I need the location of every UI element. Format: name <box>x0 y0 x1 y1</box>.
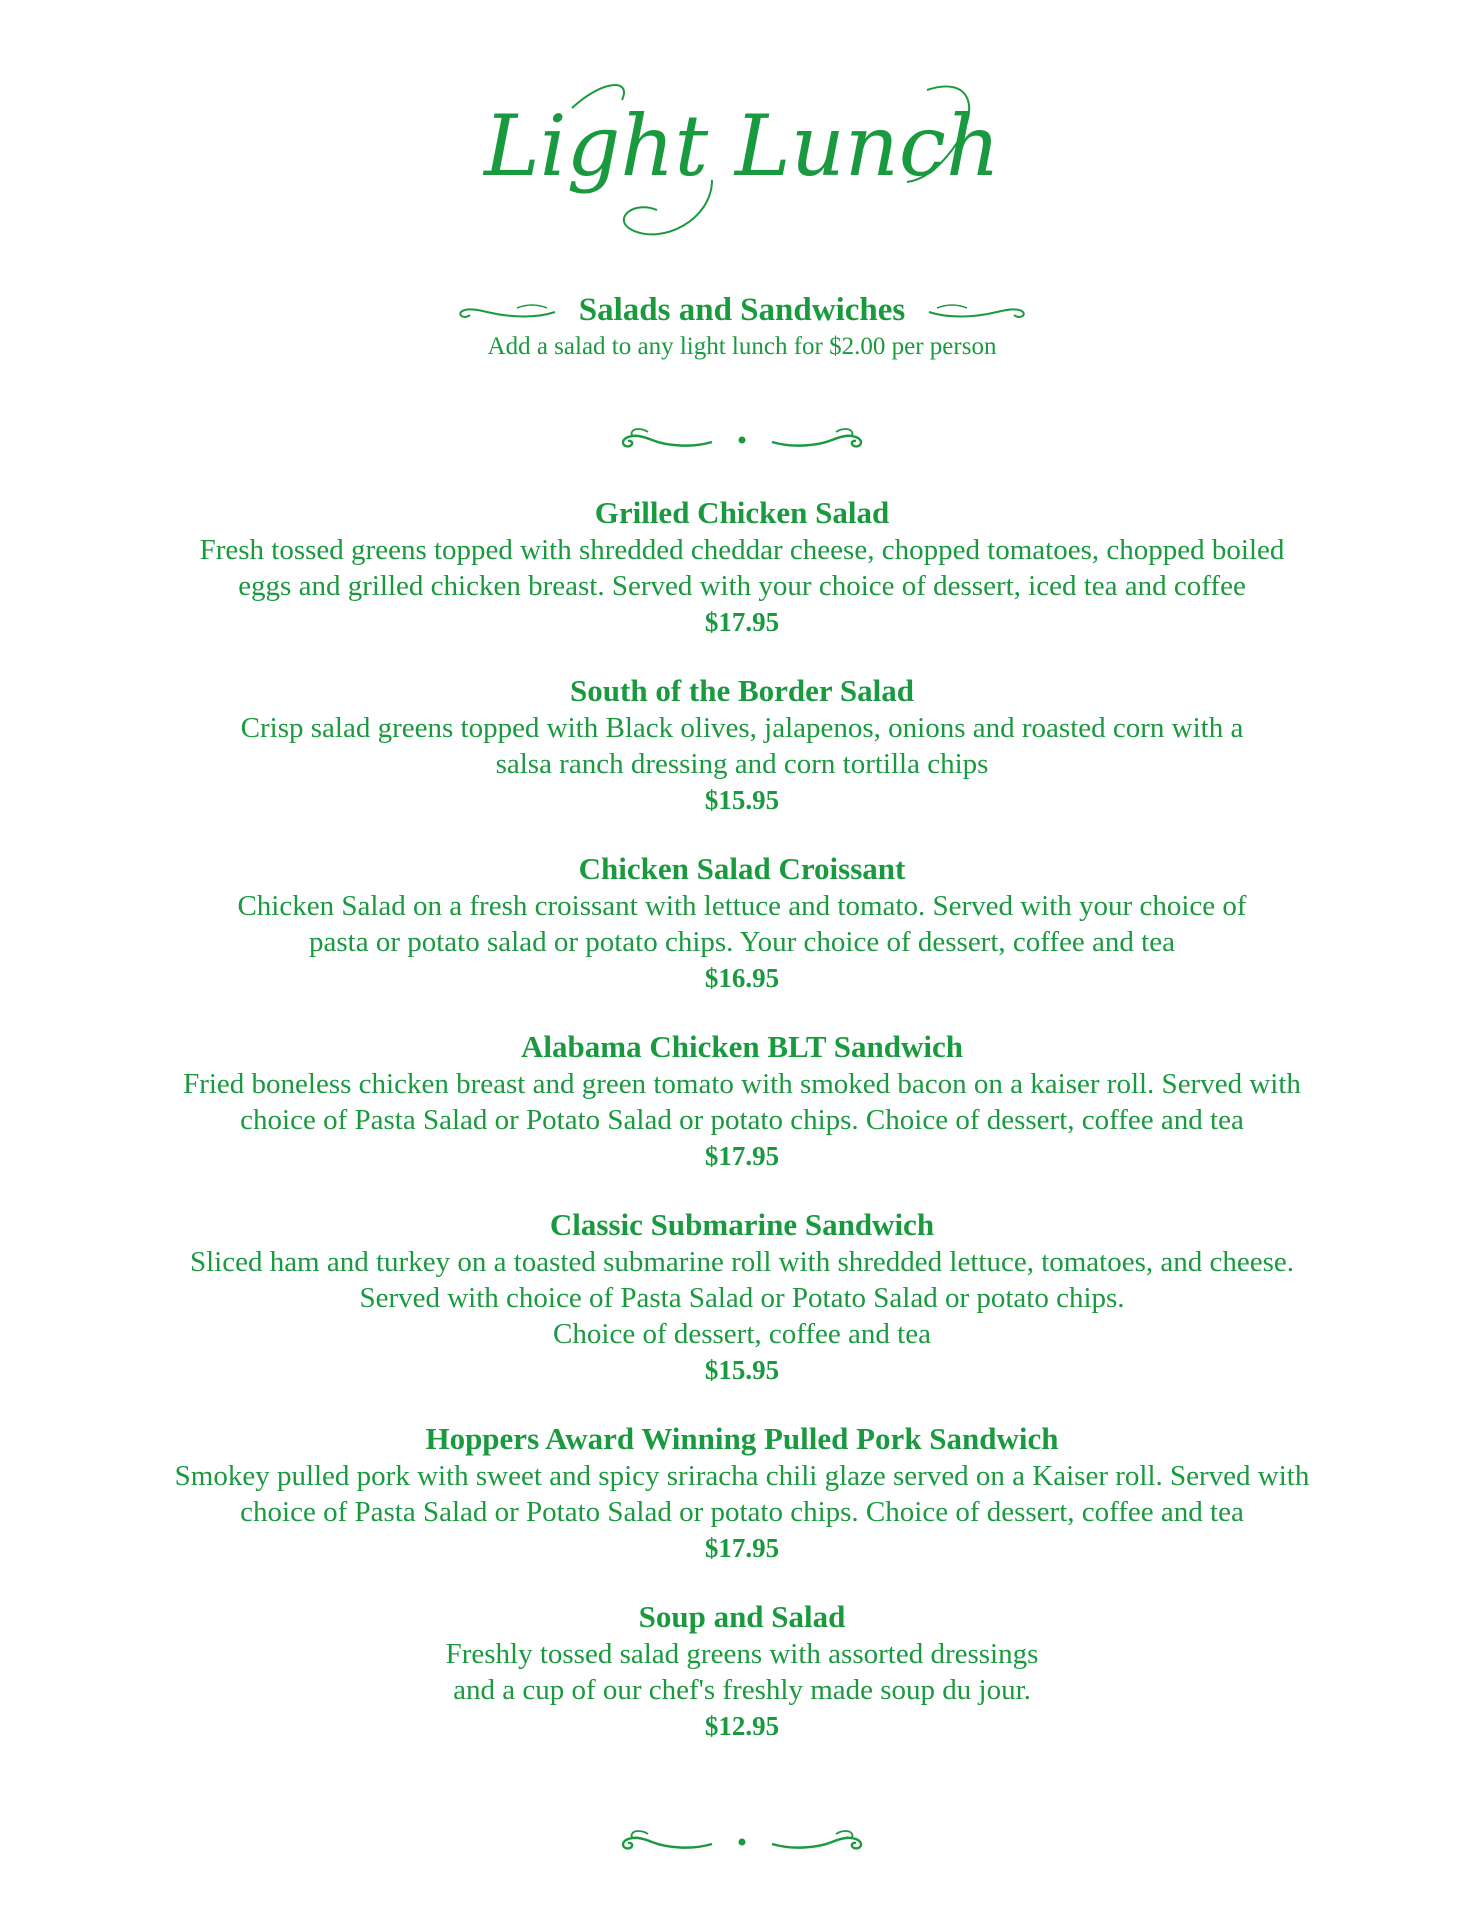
item-price: $16.95 <box>704 963 780 993</box>
item-description-line: Sliced ham and turkey on a toasted submarine roll with shredded lettuce, tomatoes, and cheese. <box>189 1246 1295 1278</box>
item-description <box>60 1066 1424 1138</box>
item-description-line: choice of Pasta Salad or Potato Salad or potato chips. Choice of dessert, coffee and tea <box>240 1496 1244 1528</box>
item-name: South of the Border Salad <box>570 673 914 708</box>
title-script <box>482 70 1002 250</box>
item-description <box>60 888 1424 960</box>
item-description <box>60 1458 1424 1530</box>
item-description-line: Fried boneless chicken breast and green tomato with smoked bacon on a kaiser roll. Served with <box>183 1068 1301 1100</box>
menu-item <box>60 494 1424 640</box>
item-price: $17.95 <box>704 607 780 637</box>
item-name: Alabama Chicken BLT Sandwich <box>521 1029 963 1064</box>
title-text: Light Lunch <box>483 97 1001 195</box>
item-name: Classic Submarine Sandwich <box>549 1207 935 1242</box>
item-price: $17.95 <box>704 1141 780 1171</box>
item-description-line: salsa ranch dressing and corn tortilla chips <box>495 748 989 780</box>
item-price: $15.95 <box>704 1355 780 1385</box>
item-description <box>60 532 1424 604</box>
menu-title <box>0 70 1484 250</box>
item-description-line: eggs and grilled chicken breast. Served with your choice of dessert, iced tea and coffee <box>238 570 1246 602</box>
menu-items <box>60 494 1424 1776</box>
item-description-line: and a cup of our chef's freshly made soup du jour. <box>453 1674 1031 1706</box>
menu-item <box>60 1420 1424 1566</box>
item-description-line: Crisp salad greens topped with Black olives, jalapenos, onions and roasted corn with a <box>240 712 1244 744</box>
item-description-line: pasta or potato salad or potato chips. Your choice of dessert, coffee and tea <box>309 926 1175 958</box>
section-subtitle: Add a salad to any light lunch for $2.00 per person <box>487 333 997 360</box>
bottom-divider <box>0 1822 1484 1858</box>
swirl-right-icon <box>927 296 1027 326</box>
ornamental-divider-icon <box>612 420 872 456</box>
item-name: Hoppers Award Winning Pulled Pork Sandwich <box>425 1421 1059 1456</box>
menu-item <box>60 1206 1424 1388</box>
item-name: Soup and Salad <box>638 1599 846 1634</box>
section-title: Salads and Sandwiches <box>578 292 906 328</box>
item-description-line: Chicken Salad on a fresh croissant with lettuce and tomato. Served with your choice of <box>237 890 1247 922</box>
item-price: $15.95 <box>704 785 780 815</box>
item-name: Chicken Salad Croissant <box>578 851 906 886</box>
menu-item <box>60 1028 1424 1174</box>
item-description-line: Served with choice of Pasta Salad or Potato Salad or potato chips. <box>359 1282 1125 1314</box>
item-description-line: Fresh tossed greens topped with shredded cheddar cheese, chopped tomatoes, chopped boiled <box>199 534 1285 566</box>
item-description <box>60 1636 1424 1708</box>
menu-item <box>60 672 1424 818</box>
ornamental-divider-icon <box>612 1822 872 1858</box>
swirl-left-icon <box>457 296 557 326</box>
item-description-line: choice of Pasta Salad or Potato Salad or potato chips. Choice of dessert, coffee and tea <box>240 1104 1244 1136</box>
item-description <box>60 710 1424 782</box>
item-description-line: Freshly tossed salad greens with assorted dressings <box>445 1638 1039 1670</box>
item-description <box>60 1244 1424 1352</box>
item-name: Grilled Chicken Salad <box>594 495 890 530</box>
item-description-line: Smokey pulled pork with sweet and spicy sriracha chili glaze served on a Kaiser roll. Served with <box>174 1460 1310 1492</box>
menu-item <box>60 850 1424 996</box>
top-divider <box>0 420 1484 456</box>
menu-item <box>60 1598 1424 1744</box>
item-price: $17.95 <box>704 1533 780 1563</box>
item-description-line: Choice of dessert, coffee and tea <box>553 1318 931 1350</box>
section-header <box>0 292 1484 361</box>
item-price: $12.95 <box>704 1711 780 1741</box>
